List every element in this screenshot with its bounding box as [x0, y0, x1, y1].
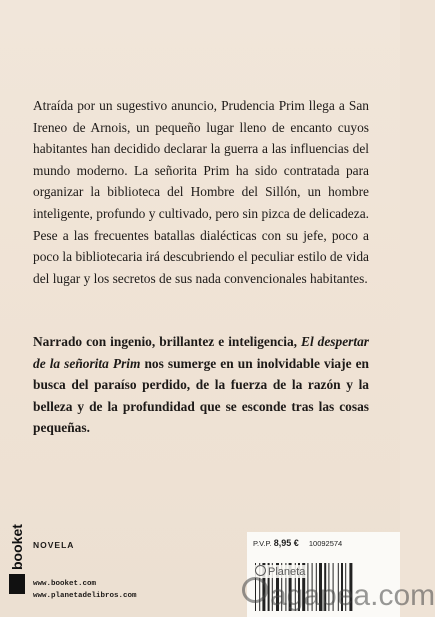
planeta-globe-icon [255, 565, 266, 576]
url-booket: www.booket.com [33, 580, 97, 588]
booket-logo-text: booket [9, 524, 25, 570]
agapea-watermark [242, 577, 435, 613]
price-label: P.V.P. [253, 539, 272, 548]
book-title-italic: El despertar de la señorita Prim [33, 334, 369, 371]
agapea-logo-icon [242, 577, 268, 603]
review-paragraph [33, 331, 369, 439]
url-planetadelibros: www.planetadelibros.com [33, 592, 137, 600]
product-code: 10092574 [308, 539, 343, 548]
review-text-start: Narrado con ingenio, brillantez e inteligencia, [33, 334, 302, 349]
price-line [253, 538, 342, 548]
booket-logo [5, 524, 29, 598]
agapea-watermark-text: agapea.com [270, 579, 435, 612]
genre-label: NOVELA [33, 540, 75, 550]
review-text-end: nos sumerge en un inolvidable viaje en busca del paraíso perdido, de la fuerza de la razón y la belleza y de la profundidad que se esconde tras las cosas pequeñas. [33, 355, 369, 436]
price-value: 8,95 € [273, 538, 299, 548]
planeta-logo-text: Planeta [268, 566, 306, 578]
publisher-urls [33, 578, 137, 602]
booket-logo-box [9, 574, 25, 594]
synopsis-paragraph: Atraída por un sugestivo anuncio, Prudencia Prim llega a San Ireneo de Arnois, un pequeño lugar lleno de encanto cuyos habitantes han decidido declarar la guerra a las influencias del mundo moderno. La señorita Prim ha sido contratada para organizar la biblioteca del Hombre del Sillón, un hombre inteligente, profundo y cultivado, pero sin pizca de delicadeza. Pese a las frecuentes batallas dialécticas con su jefe, poco a poco la bibliotecaria irá descubriendo el peculiar estilo de vida del lugar y los secretos de sus nada convencionales habitantes. [33, 98, 369, 286]
